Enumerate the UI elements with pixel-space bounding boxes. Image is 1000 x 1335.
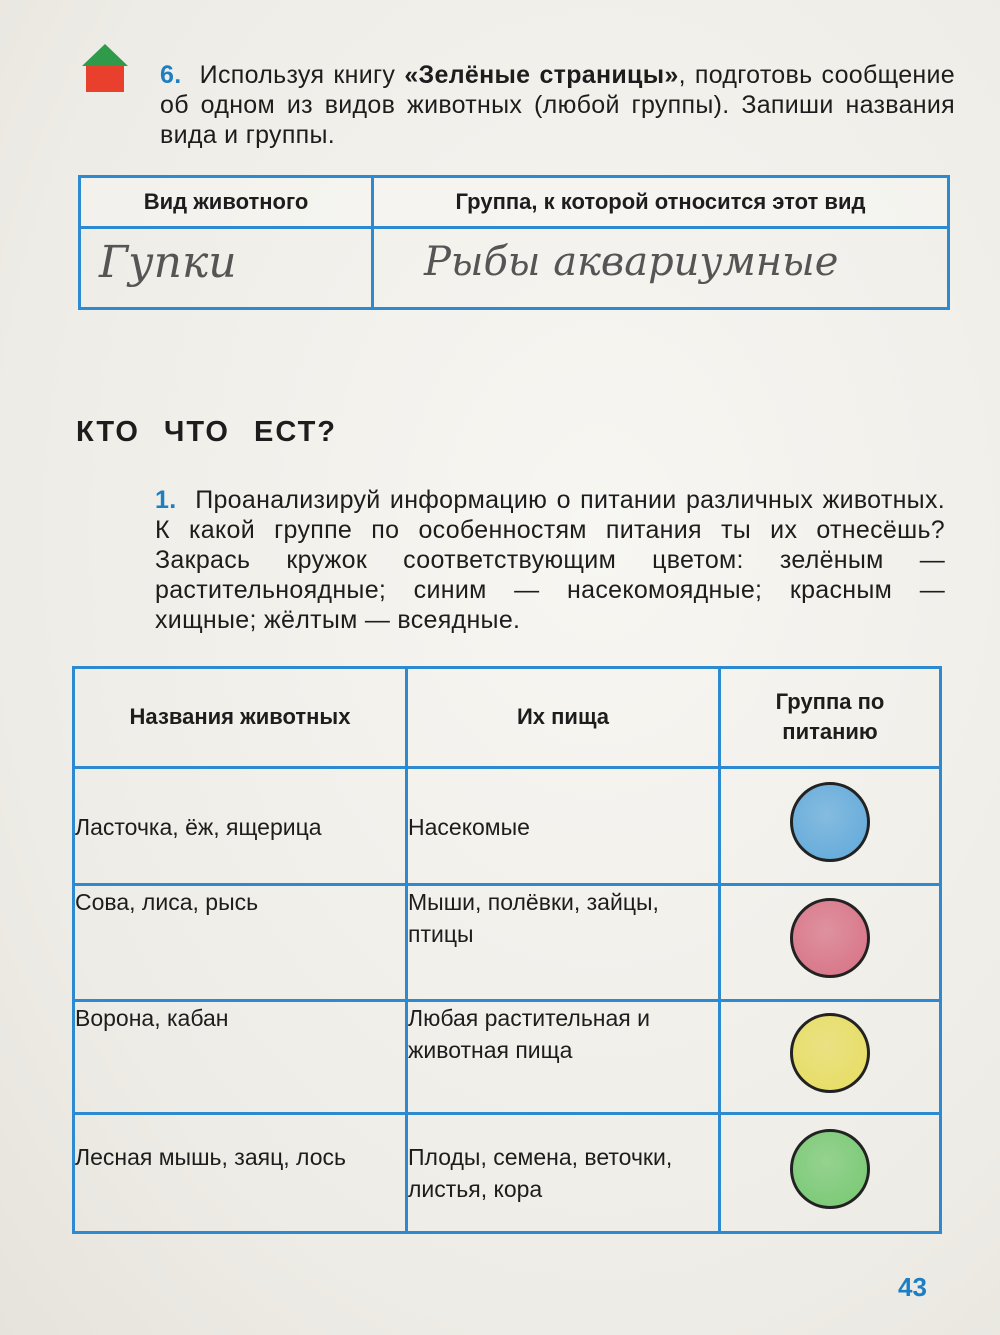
food-group-circle[interactable] <box>790 898 870 978</box>
food-cell: Насекомые <box>407 767 720 884</box>
task-6-number: 6. <box>160 61 182 89</box>
species-header: Вид животного <box>80 177 373 228</box>
task-1-instructions: Проанализируй информацию о питании различных животных. К какой группе по особенностям питания ты их отнесёшь? Закрась кружок соответствующим цветом: зелёным — растительноядные; синим — насекомоядные; красным — хищные; жёлтым — всеядные. <box>155 486 945 634</box>
species-table <box>78 175 950 310</box>
food-cell: Любая растительная и животная пища <box>407 1001 720 1114</box>
answer-species-cell[interactable] <box>80 228 373 309</box>
animals-cell: Ворона, кабан <box>74 1001 407 1114</box>
food-group-circle[interactable] <box>790 1129 870 1209</box>
answer-group-cell[interactable] <box>373 228 949 309</box>
task-6-text-before: Используя книгу <box>199 61 405 89</box>
nutrition-table <box>72 666 942 1234</box>
task-6-text-after: , подготовь сообщение об одном из видов животных (любой группы). Запиши названия вида и группы. <box>160 61 955 149</box>
table-row <box>74 1001 941 1114</box>
group-circle-cell <box>720 767 941 884</box>
food-header: Их пища <box>407 668 720 768</box>
group-circle-cell <box>720 1001 941 1114</box>
group-circle-cell <box>720 1114 941 1233</box>
group-header: Группа, к которой относится этот вид <box>373 177 949 228</box>
food-cell: Мыши, полёвки, зайцы, птицы <box>407 884 720 1001</box>
food-group-circle[interactable] <box>790 782 870 862</box>
animals-cell: Сова, лиса, рысь <box>74 884 407 1001</box>
animals-cell: Ласточка, ёж, ящерица <box>74 767 407 884</box>
answer-group: Рыбы аквариумные <box>424 239 839 285</box>
group-circle-cell <box>720 884 941 1001</box>
table-row <box>74 767 941 884</box>
animals-header: Названия животных <box>74 668 407 768</box>
book-title: «Зелёные страницы» <box>404 61 679 89</box>
house-icon <box>82 44 128 94</box>
food-group-circle[interactable] <box>790 1013 870 1093</box>
task-1-text <box>155 485 945 635</box>
page-number: 43 <box>898 1272 927 1302</box>
section-title: КТО ЧТО ЕСТ? <box>76 416 338 448</box>
task-1-number: 1. <box>155 486 177 514</box>
task-6-text <box>160 60 955 150</box>
animals-cell: Лесная мышь, заяц, лось <box>74 1114 407 1233</box>
table-row <box>74 1114 941 1233</box>
table-row <box>74 884 941 1001</box>
group-by-food-header: Группа по питанию <box>720 668 941 768</box>
answer-species: Гупки <box>99 237 237 288</box>
food-cell: Плоды, семена, веточки, листья, кора <box>407 1114 720 1233</box>
